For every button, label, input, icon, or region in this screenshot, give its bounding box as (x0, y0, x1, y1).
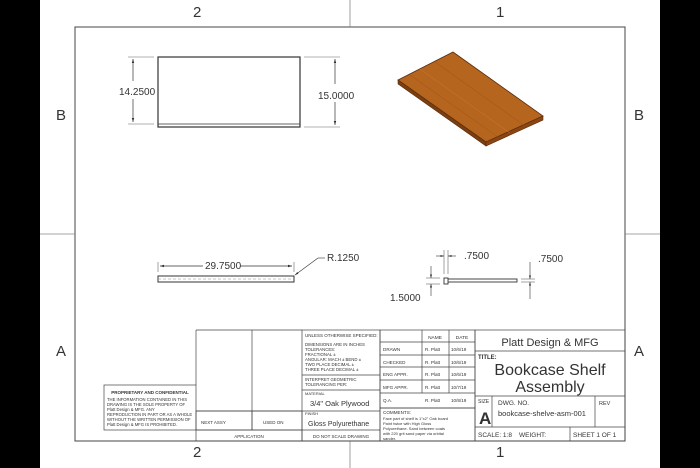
material-value: 3/4" Oak Plywood (310, 399, 370, 408)
svg-text:FINISH: FINISH (305, 411, 319, 416)
svg-text:TOLERANCES:: TOLERANCES: (305, 347, 336, 352)
svg-text:NAME: NAME (428, 336, 442, 341)
svg-text:Q.A.: Q.A. (383, 398, 393, 403)
comments-lines (383, 416, 448, 441)
sheet-label: SHEET 1 OF 1 (573, 432, 617, 439)
svg-text:MATERIAL: MATERIAL (305, 391, 325, 396)
svg-text:DWG. NO.: DWG. NO. (498, 400, 530, 407)
zone-row-a-right: A (634, 343, 645, 360)
weight-label: WEIGHT: (519, 432, 547, 439)
svg-text:R. Platt: R. Platt (425, 385, 441, 390)
svg-text:TOLERANCING PER:: TOLERANCING PER: (305, 382, 348, 387)
svg-text:10/8/19: 10/8/19 (451, 398, 467, 403)
company-name: Platt Design & MFG (501, 337, 599, 349)
drawing-sheet (40, 0, 660, 468)
zone-col-1-top: 1 (496, 4, 505, 21)
svg-text:ANGULAR: MACH ± BEND ±: ANGULAR: MACH ± BEND ± (305, 357, 362, 362)
svg-text:sander.: sander. (383, 436, 397, 441)
approval-rows (383, 347, 467, 403)
dim-offset: 1.5000 (390, 293, 421, 304)
dim-radius: R.1250 (327, 253, 360, 264)
svg-text:10/6/19: 10/6/19 (451, 360, 467, 365)
comments-heading: COMMENTS: (383, 410, 412, 415)
next-assy-label: NEXT ASSY (201, 420, 226, 425)
top-view (158, 258, 325, 282)
svg-text:DIMENSIONS ARE IN INCHES: DIMENSIONS ARE IN INCHES (305, 342, 365, 347)
zone-col-2-bottom: 2 (193, 444, 202, 461)
svg-text:ENG APPR.: ENG APPR. (383, 372, 408, 377)
application-label: APPLICATION (234, 434, 264, 439)
svg-text:REV: REV (599, 401, 611, 407)
svg-text:DATE: DATE (455, 336, 469, 341)
dim-side-height: 15.0000 (318, 91, 355, 102)
svg-text:THREE PLACE DECIMAL ±: THREE PLACE DECIMAL ± (305, 367, 359, 372)
svg-text:R. Platt: R. Platt (425, 360, 441, 365)
used-on-label: USED ON (263, 420, 284, 425)
svg-text:10/6/19: 10/6/19 (451, 347, 467, 352)
svg-text:SIZE: SIZE (478, 399, 490, 405)
zone-col-1-bottom: 1 (496, 444, 505, 461)
prop-title: PROPRIETARY AND CONFIDENTIAL (111, 390, 189, 395)
zone-row-b-left: B (56, 107, 67, 124)
svg-text:with 220 grit sand paper via o: with 220 grit sand paper via orbital (383, 431, 444, 436)
finish-value: Gloss Polyurethane (308, 421, 370, 428)
unless-label: UNLESS OTHERWISE SPECIFIED: (305, 333, 378, 338)
svg-text:R. Platt: R. Platt (425, 372, 441, 377)
svg-text:DRAWING IS THE SOLE PROPERTY O: DRAWING IS THE SOLE PROPERTY OF (107, 402, 186, 407)
scale-label: SCALE: 1:8 (478, 432, 512, 439)
zone-row-a-left: A (56, 343, 67, 360)
svg-text:TWO PLACE DECIMAL ±: TWO PLACE DECIMAL ± (305, 362, 354, 367)
zone-row-b-right: B (634, 107, 645, 124)
svg-text:MFG APPR.: MFG APPR. (383, 385, 409, 390)
svg-text:DRAWN: DRAWN (383, 347, 401, 352)
title-label: TITLE: (478, 355, 497, 361)
prop-lines (107, 397, 192, 427)
svg-text:WITHOUT THE WRITTEN PERMISSION: WITHOUT THE WRITTEN PERMISSION OF (107, 417, 191, 422)
do-not-scale-label: DO NOT SCALE DRAWING (312, 434, 370, 439)
dim-length: 29.7500 (205, 261, 242, 272)
dim-thickness-right: .7500 (538, 254, 564, 265)
dwg-number: bookcase-shelve-asm-001 (498, 409, 586, 418)
size-value: A (479, 409, 492, 428)
svg-text:THE INFORMATION CONTAINED IN T: THE INFORMATION CONTAINED IN THIS (107, 397, 188, 402)
svg-text:R. Platt: R. Platt (425, 398, 441, 403)
svg-text:10/7/19: 10/7/19 (451, 385, 467, 390)
isometric-view (398, 52, 543, 146)
svg-text:FRACTIONAL ±: FRACTIONAL ± (305, 352, 336, 357)
dim-thickness-top: .7500 (464, 251, 490, 262)
svg-text:Paint twice with High Gloss: Paint twice with High Gloss (383, 421, 432, 426)
svg-text:10/6/19: 10/6/19 (451, 372, 467, 377)
svg-text:Polyurethane. Sand between coa: Polyurethane. Sand between coats (383, 426, 446, 431)
svg-text:Platt Design & MFG IS PROHIBIT: Platt Design & MFG IS PROHIBITED. (107, 422, 178, 427)
drawing-title-line1: Bookcase Shelf (494, 362, 606, 379)
zone-col-2-top: 2 (193, 4, 202, 21)
svg-text:REPRODUCTION IN PART OR AS A W: REPRODUCTION IN PART OR AS A WHOLE (107, 412, 193, 417)
drawing-title-line2: Assembly (515, 379, 585, 396)
svg-text:Face part of shelf is 1"x2" Oa: Face part of shelf is 1"x2" Oak board (383, 416, 449, 421)
dim-front-height: 14.2500 (119, 87, 156, 98)
drawing-canvas (40, 0, 660, 468)
svg-text:Platt Design & MFG. ANY: Platt Design & MFG. ANY (107, 407, 155, 412)
svg-text:R. Platt: R. Platt (425, 347, 441, 352)
front-view (128, 57, 340, 127)
svg-text:CHECKED: CHECKED (383, 360, 406, 365)
svg-text:INTERPRET GEOMETRIC: INTERPRET GEOMETRIC (305, 377, 357, 382)
